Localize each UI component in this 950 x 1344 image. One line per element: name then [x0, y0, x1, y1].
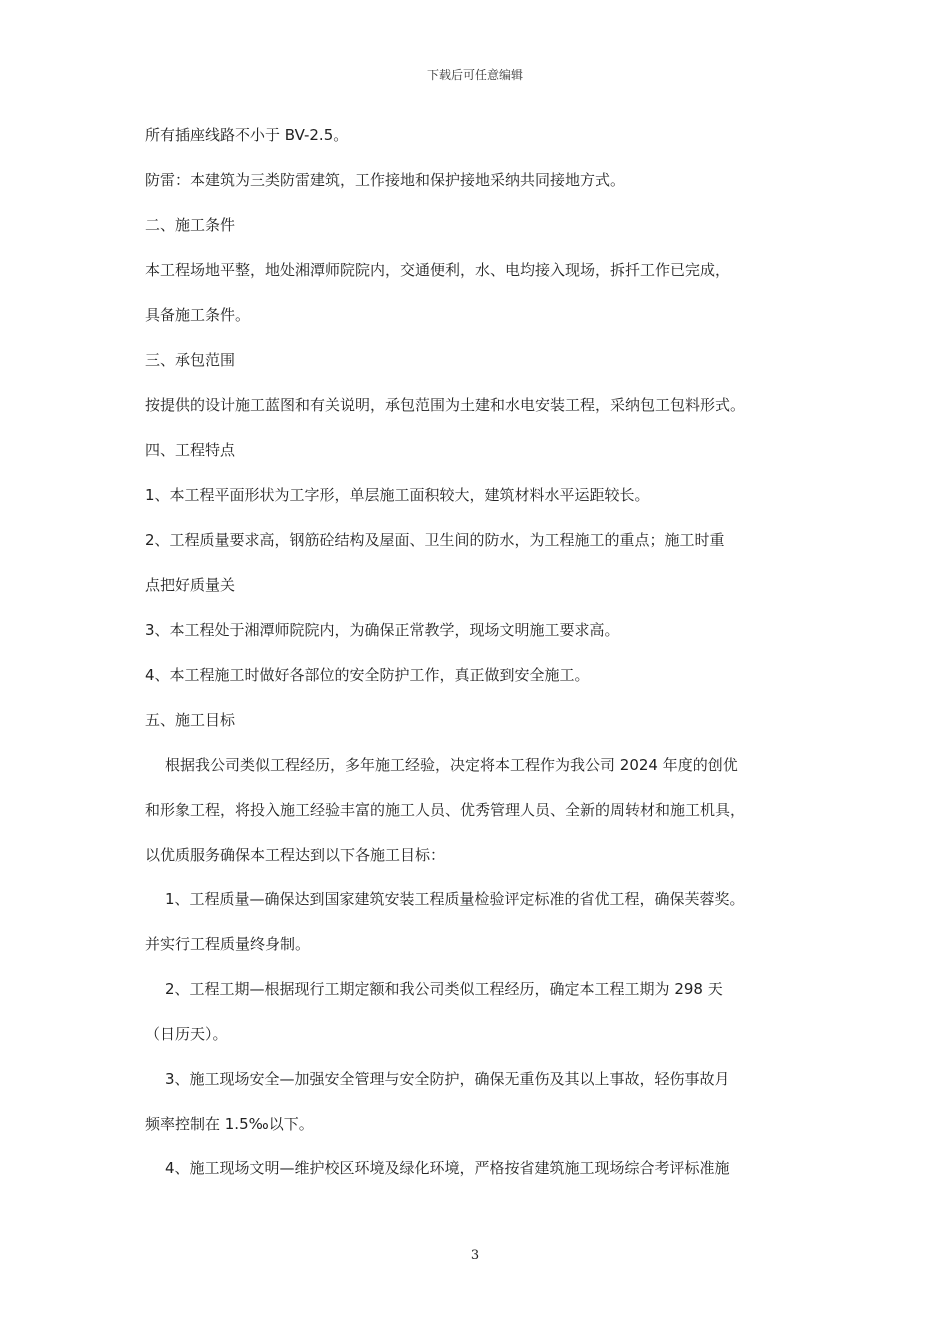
- section-heading: 二、施工条件: [145, 216, 236, 234]
- section-heading: 四、工程特点: [145, 441, 236, 459]
- body-line: （日历天）。: [145, 1025, 228, 1043]
- body-line: 并实行工程质量终身制。: [145, 935, 311, 953]
- list-item: 1、本工程平面形状为工字形，单层施工面积较大，建筑材料水平运距较长。: [145, 486, 650, 504]
- body-line: 以优质服务确保本工程达到以下各施工目标：: [145, 846, 446, 864]
- list-item: 4、本工程施工时做好各部位的安全防护工作，真正做到安全施工。: [145, 666, 590, 684]
- body-line: 所有插座线路不小于 BV-2.5。: [145, 126, 349, 144]
- list-item: 4、施工现场文明—维护校区环境及绿化环境，严格按省建筑施工现场综合考评标准施: [165, 1159, 730, 1177]
- body-line: 频率控制在 1.5‰以下。: [145, 1115, 314, 1133]
- body-line: 点把好质量关: [145, 576, 236, 594]
- body-line: 根据我公司类似工程经历，多年施工经验，决定将本工程作为我公司 2024 年度的创优: [165, 756, 738, 774]
- section-heading: 三、承包范围: [145, 351, 236, 369]
- list-item: 3、本工程处于湘潭师院院内，为确保正常教学，现场文明施工要求高。: [145, 621, 620, 639]
- list-item: 2、工程工期—根据现行工期定额和我公司类似工程经历，确定本工程工期为 298 天: [165, 980, 723, 998]
- page-header: 下载后可任意编辑: [426, 68, 523, 82]
- section-heading: 五、施工目标: [145, 711, 236, 729]
- list-item: 3、施工现场安全—加强安全管理与安全防护，确保无重伤及其以上事故，轻伤事故月: [165, 1070, 730, 1088]
- body-line: 防雷：本建筑为三类防雷建筑，工作接地和保护接地采纳共同接地方式。: [145, 171, 626, 189]
- body-line: 和形象工程，将投入施工经验丰富的施工人员、优秀管理人员、全新的周转材和施工机具，: [145, 801, 746, 819]
- list-item: 2、工程质量要求高，钢筋砼结构及屋面、卫生间的防水，为工程施工的重点；施工时重: [145, 531, 725, 549]
- body-line: 本工程场地平整，地处湘潭师院院内，交通便利，水、电均接入现场，拆扦工作已完成，: [145, 261, 731, 279]
- body-line: 按提供的设计施工蓝图和有关说明，承包范围为土建和水电安装工程，采纳包工包料形式。: [145, 396, 746, 414]
- body-line: 具备施工条件。: [145, 306, 251, 324]
- list-item: 1、工程质量—确保达到国家建筑安装工程质量检验评定标准的省优工程，确保芙蓉奖。: [165, 890, 745, 908]
- page-number: 3: [470, 1248, 480, 1263]
